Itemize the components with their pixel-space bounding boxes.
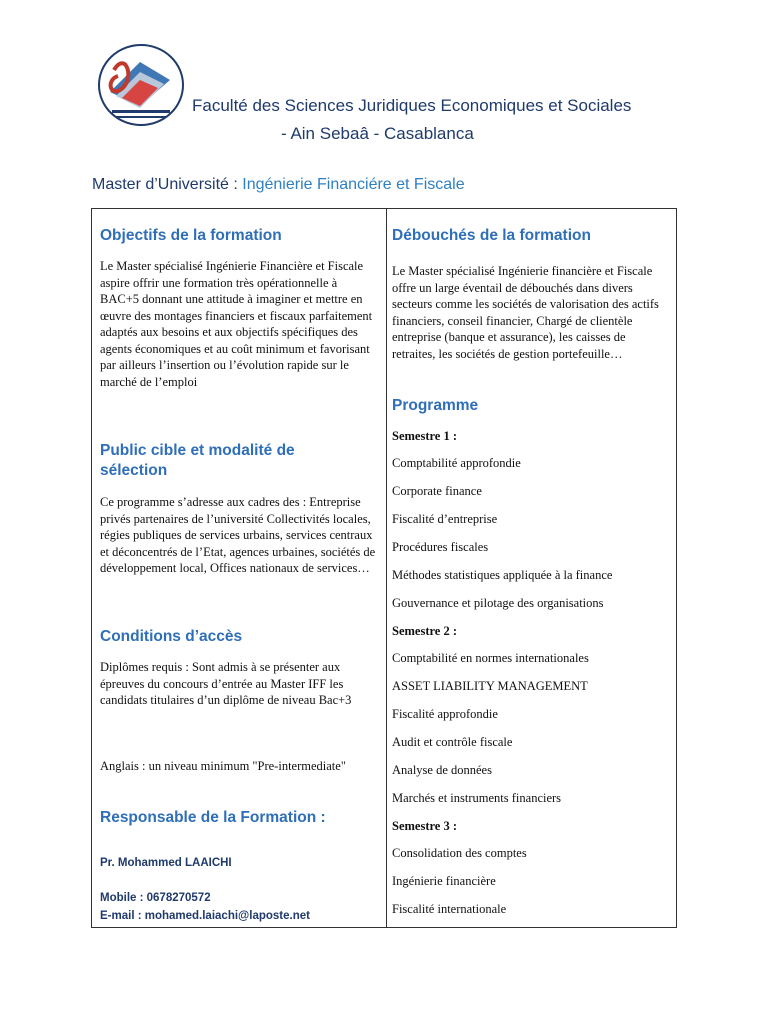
debouches-text: Le Master spécialisé Ingénierie financière et Fiscale offre un large éventail de débouchés dans divers secteurs comme les sociétés de valorisation des actifs financiers, conseil financier, Chargé de clientèle entreprise (banque et assurance), les caisses de retraites, les sociétés de gestion portefeuille… <box>392 264 659 361</box>
responsable-heading: Responsable de la Formation : <box>100 809 326 826</box>
responsable-name: Pr. Mohammed LAAICHI <box>100 857 232 869</box>
objectifs-text: Le Master spécialisé Ingénierie Financière et Fiscale aspire offrir une formation très opérationnelle à BAC+5 donnant une attitude à imaginer et mettre en œuvre des montages financiers et fiscaux parfaitement adaptés aux besoins et aux objectifs spécifiques des agents économiques et au coût minimum et favorisant par ailleurs l’insertion ou l’évolution rapide sur le marché de l’emploi <box>100 259 373 389</box>
semestre-3-label: Semestre 3 : <box>392 819 458 833</box>
faculty-name: Faculté des Sciences Juridiques Economiques et Sociales <box>192 96 632 115</box>
course-item: Gouvernance et pilotage des organisations <box>392 596 604 610</box>
info-table <box>91 208 677 928</box>
course-item: Corporate finance <box>392 484 482 498</box>
course-item: Comptabilité en normes internationales <box>392 651 589 665</box>
logo-latin-text-line <box>116 116 166 118</box>
faculty-logo <box>96 40 186 130</box>
semestre-2-label: Semestre 2 : <box>392 624 458 638</box>
course-item: Audit et contrôle fiscale <box>392 735 513 749</box>
course-item: Procédures fiscales <box>392 540 489 554</box>
course-item: Ingénierie financière <box>392 874 496 888</box>
course-item: Consolidation des comptes <box>392 846 527 860</box>
mobile-contact: Mobile : 0678270572 <box>100 892 211 904</box>
course-item: Comptabilité approfondie <box>392 456 521 470</box>
course-item: Fiscalité d’entreprise <box>392 512 498 526</box>
course-item: Analyse de données <box>392 763 492 777</box>
master-prefix: Master d’Université : <box>92 176 243 193</box>
public-heading: Public cible et modalité de sélection <box>100 442 295 479</box>
column-divider <box>386 209 387 927</box>
course-item: ASSET LIABILITY MANAGEMENT <box>392 679 588 693</box>
course-item: Marchés et instruments financiers <box>392 791 562 805</box>
email-contact[interactable]: E-mail : mohamed.laiachi@laposte.net <box>100 910 310 922</box>
logo-arabic-text-line <box>112 110 170 113</box>
debouches-heading: Débouchés de la formation <box>392 227 591 244</box>
course-item: Méthodes statistiques appliquée à la finance <box>392 568 613 582</box>
anglais-text: Anglais : un niveau minimum "Pre-intermediate" <box>100 759 346 773</box>
master-title <box>92 176 465 194</box>
master-field: Ingénierie Financiére et Fiscale <box>242 176 465 193</box>
conditions-text: Diplômes requis : Sont admis à se présenter aux épreuves du concours d’entrée au Master IFF les candidats titulaires d’un diplôme de niveau Bac+3 <box>100 660 352 707</box>
programme-heading: Programme <box>392 397 479 414</box>
semestre-1-label: Semestre 1 : <box>392 429 458 443</box>
course-item: Fiscalité approfondie <box>392 707 498 721</box>
objectifs-heading: Objectifs de la formation <box>100 227 282 244</box>
conditions-heading: Conditions d’accès <box>100 628 243 645</box>
course-item: Fiscalité internationale <box>392 902 507 916</box>
faculty-location: - Ain Sebaâ - Casablanca <box>281 124 474 143</box>
public-text: Ce programme s’adresse aux cadres des : Entreprise privés partenaires de l’université Collectivités locales, régies publiques de services urbains, services centraux et déconcentrés de l’Etat, agences urbaines, sociétés de développement local, Offices nationaux de services… <box>100 495 376 575</box>
